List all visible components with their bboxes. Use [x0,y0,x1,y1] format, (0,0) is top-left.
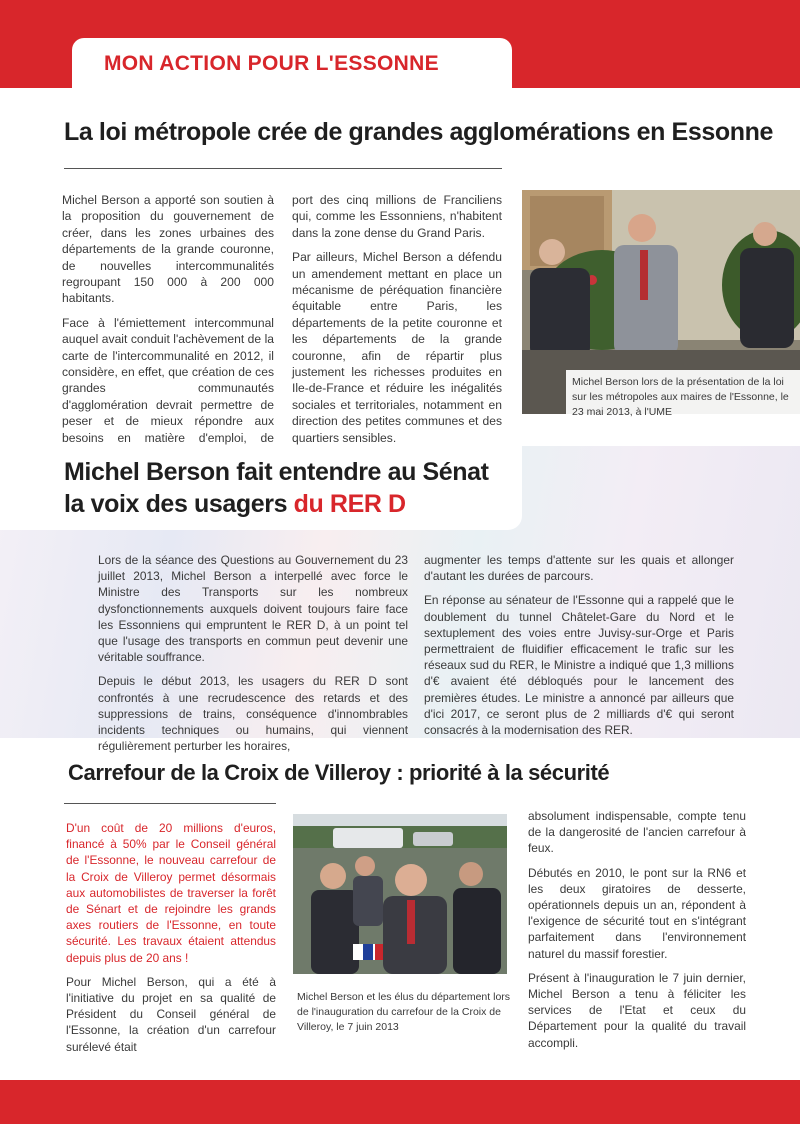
article3-title: Carrefour de la Croix de Villeroy : priorité à la sécurité [68,760,610,785]
article2-title-line2 [64,488,489,520]
article2-title [64,456,489,520]
article1-col1 [62,192,274,471]
article3-rule [64,803,276,804]
article3-col1 [66,820,276,1063]
article3-col3 [528,808,746,1059]
article1-rule [64,168,502,169]
article3-photo-caption: Michel Berson et les élus du département lors de l'inauguration du carrefour de la Croix de Villeroy, le 7 juin 2013 [297,991,511,1033]
article1-col2-p1: port des cinq millions de Franciliens qui, comme les Essonniens, n'habitent dans la zone dense du Grand Paris. [292,193,502,240]
article2-col1-p1: Lors de la séance des Questions au Gouvernement du 23 juillet 2013, Michel Berson a interpellé avec force le Ministre des Transports sur les nombreux dysfonctionnements auxquels doivent toujours faire face les Essonniens qui empruntent le RER D, à un point tel que l'usage des transports en commun peut devenir une véritable souffrance. [98,553,408,665]
article2-col2 [424,552,734,746]
article1-photo-caption: Michel Berson lors de la présentation de la loi sur les métropoles aux maires de l'Essonne, le 23 mai 2013, à l'UME [572,376,789,418]
article3-intro: D'un coût de 20 millions d'euros, financé à 50% par le Conseil général de l'Essonne, le nouveau carrefour de la Croix de Villeroy permet désormais aux automobilistes de traverser la forêt de Sénart et de rejoindre les grands axes routiers de l'Essonne, en toute sécurité. Les travaux étaient attendus depuis plus de 20 ans ! [66,821,276,965]
article3-col3-p3: Présent à l'inauguration le 7 juin dernier, Michel Berson a tenu à féliciter les services de l'Etat et ceux du Département pour la qualité du travail accompli. [528,970,746,1050]
article1-col2 [292,192,502,454]
article3-col3-p2: Débutés en 2010, le pont sur la RN6 et les deux giratoires de desserte, opérationnels depuis un an, répondent à l'exigence de sécurité tout en s'intégrant parfaitement dans l'environnement naturel du massif forestier. [528,865,746,961]
article2-col1-p2: Depuis le début 2013, les usagers du RER D sont confrontés à une recrudescence des retards et des suppressions de trains, conséquence d'innombrables incidents techniques ou humains, qui viennent régulièrement perturber les horaires, [98,674,408,754]
article2-col2-p2: En réponse au sénateur de l'Essonne qui a rappelé que le doublement du tunnel Châtelet-Gare du Nord et le sextuplement des voies entre Juvisy-sur-Orge et Paris permettraient de fluidifier efficacement le trafic sur les réseaux sud du RER, le Ministre a indiqué que 1,3 millions d'€ avaient été débloqués pour le lancement des premières études. Le ministre a annoncé par ailleurs que d'ici 2017, ce seront plus de 2 milliards d'€ qui seront consacrés à la modernisation des RER. [424,593,734,738]
article2-col1 [98,552,408,762]
article1-col1-p2: Face à l'émiettement intercommunal auquel avait conduit l'achèvement de la carte de l'intercommunalité en 2012, il considère, en effet, que création de ces grandes communautés d'agglomération devrait permettre de peser et de mieux répondre aux besoins en matière d'emploi, de [62,315,274,445]
article2-title-highlight: du RER D [293,490,406,518]
article3-photo [293,814,507,974]
section-label: MON ACTION POUR L'ESSONNE [104,52,439,75]
article2-title-line2-a: la voix des usagers [64,490,294,518]
article3-col1-p2: Pour Michel Berson, qui a été à l'initiative du projet en sa qualité de Président du Conseil général de l'Essonne, la création d'un carrefour surélevé était [66,974,276,1054]
article3-col3-p1: absolument indispensable, compte tenu de la dangerosité de l'ancien carrefour à feux. [528,809,746,856]
article1-col1-p1: Michel Berson a apporté son soutien à la proposition du gouvernement de créer, dans les zones urbaines des départements de la grande couronne, de nouvelles intercommunalités regroupant 150 000 à 200 000 habitants. [62,193,274,306]
article1-title: La loi métropole crée de grandes agglomérations en Essonne [64,118,773,146]
article1-col2-p2: Par ailleurs, Michel Berson a défendu un amendement mettant en place un mécanisme de péréquation financière équitable entre Paris, les départements de la petite couronne et les départements de la grande couronne, afin de répartir plus justement les richesses produites en Ile-de-France et réduire les inégalités sociales et territoriales, notamment en direction des petites communes et des quartiers sensibles. [292,250,502,445]
article2-col2-p1: augmenter les temps d'attente sur les quais et allonger d'autant les durées de parcours. [424,553,734,584]
article2-title-line1: Michel Berson fait entendre au Sénat [64,458,489,486]
photo-inauguration-image [293,814,507,974]
bottom-red-band [0,1080,800,1124]
